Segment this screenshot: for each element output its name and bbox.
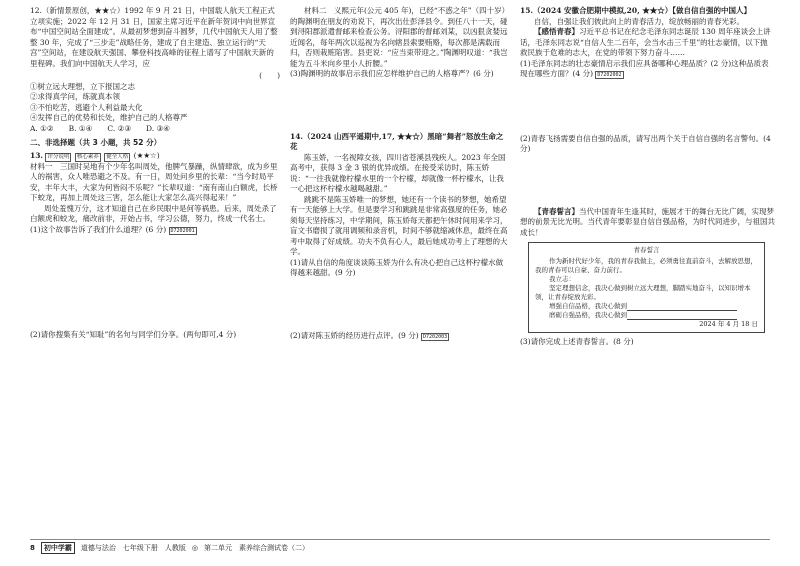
tag-core: 核心素养 xyxy=(76,153,99,160)
pledge-box xyxy=(528,242,765,333)
question-13-header: 13. 评分说明 核心素养 健全人格 (★★☆) xyxy=(30,150,160,160)
pledge-b xyxy=(535,311,758,320)
fill-line-a[interactable] xyxy=(627,303,737,311)
question-14-head: 14.（2024 山西平遥期中,17, ★★☆）黑暗“舞者”怒放生命之花 xyxy=(290,131,504,151)
q15-1-text: (1)毛泽东同志的壮志豪情启示我们应具备哪种心理品质？(2 分)这种品质表现在哪些方面？(4 分) xyxy=(520,58,769,78)
question-14-1: (1)请从自信的角度谈谈陈玉娇为什么有决心把自己这杯柠檬水做得越来越甜。(9 分) xyxy=(290,257,504,277)
pledge-a-text: 增强自信品格，我决心做到 xyxy=(549,302,627,310)
material-1-cont: 周处羞愧万分，这才知道自己在乡民眼中是何等祸患。后来，周处杀了白额虎和蛟龙，痛改前非，开始占书，学习公德，努力，终成一代名士。 xyxy=(30,203,277,223)
answer-space-3[interactable] xyxy=(290,80,510,132)
book-info: 道德与法治 七年级下册 人教版 xyxy=(80,543,186,552)
material-1: 材料一 三国时吴地有个少年名叫周处，他脾气暴躁，纵情肆欲，成为乡里人的祸害，众人唯恐避之不及。有一日，周处问乡里的长辈：“当今时局平安，丰年大丰，大家为何皆闷不乐呢？”长辈叹道：“南有南山白额虎，长桥下蛟龙，再加上周处这三害，怎么能让大家怎么高兴得起来！” xyxy=(30,161,278,202)
question-14-2 xyxy=(290,331,510,342)
pledge-line-2: 我立志： xyxy=(549,275,575,283)
q13-1-text: (1)这个故事告诉了我们什么道理？(6 分) xyxy=(30,224,167,234)
unit-title: 第二单元 素养综合测试卷（二） xyxy=(203,543,309,552)
answer-space-2[interactable] xyxy=(30,290,280,330)
section-heading: 二、非选择题（共 3 小题，共 52 分） xyxy=(30,138,162,147)
series-badge: 初中学霸 xyxy=(41,542,75,555)
question-12-stem: 12.（新情景原创，★★☆）1992 年 9 月 21 日，中国载人航天工程正式立项实施；2022 年 12 月 31 日，国家主席习近平在新年贺词中向世界宣布“中国空间站全面建成”。从最初梦想到奋斗圆梦，几代中国航天人用了整整 30 年，完成了“三步走”战略任务，建成了自主建造、独立运行的“天宫”空间站，在建设航天强国、攀登科技高峰的征程上谱写了中国航天新的里程碑。我们向中国航天人学习，应 xyxy=(30,6,278,68)
answer-code: D7202001 xyxy=(170,227,195,234)
question-15-head: 15.（2024 安徽合肥期中模拟,20, ★★☆）【做自信自强的中国人】 xyxy=(520,6,752,15)
pledge-title: 青春誓言 xyxy=(633,246,660,254)
answer-space[interactable] xyxy=(30,235,280,290)
fill-line-b[interactable] xyxy=(627,312,737,320)
q14-2-text: (2)请对陈玉娇的经历进行点评。(9 分) xyxy=(290,330,419,340)
answer-space-4[interactable] xyxy=(290,279,510,331)
option-1: ①树立远大理想，立下报国之志 xyxy=(30,81,135,91)
question-13-2: (2)请你搜集有关“知耻”的名句与同学们分享。(两句即可,4 分) xyxy=(30,330,237,339)
q15-m1-title: 【感悟青春】 xyxy=(534,27,579,36)
option-3: ③不怕吃苦，逃避个人利益最大化 xyxy=(30,102,143,112)
q14-para-1: 陈玉娇，一名视障女孩，四川省苍溪县残疾人。2023 年全国高考中，获得 3 金 3 银的优异成绩。在接受采访时，陈玉娇说：“一往我就像柠檬水里的一个柠檬，却就像一杯柠檬水，让我一心把这杯柠檬水越喝越甜。” xyxy=(290,152,506,193)
answer-space-6[interactable] xyxy=(520,155,775,207)
q15-material-2 xyxy=(520,207,775,239)
q15-material-1 xyxy=(520,27,775,59)
pledge-line-1: 作为新时代好少年，我的青春我做主，必须勇往直前奋斗，去解放思想，我的青春可以自豪、奋力前行。 xyxy=(535,257,757,274)
q15-intro: 自信，自强让我们彼此向上的青春活力，绽放畅丽的青春光彩。 xyxy=(534,16,744,26)
tag-personality: 健全人格 xyxy=(106,153,129,160)
question-15-3: (3)请你完成上述青春誓言。(8 分) xyxy=(520,337,634,346)
q14-para-2: 跳跳不是陈玉娇唯一的梦想，她还有一个读书的梦想，她希望有一天能够上大学。但是要学习和跳跳是非常高强度的任务，她必须每天坚持练习，中学期间，陈玉娇每天都把午休时间用来学习，盲文书磨损了就用调频和录音机，时间不够就缩减休息，最终在高考中取得了好成绩。功夫不负有心人，最后她成功考上了理想的大学。 xyxy=(290,194,508,256)
middle-column xyxy=(290,6,510,341)
option-2: ②求得真学问，练就真本领 xyxy=(30,92,120,101)
page-number: 8 xyxy=(30,543,35,552)
rating: (★★☆) xyxy=(133,150,160,160)
circle-icon: ◎ xyxy=(191,543,198,552)
answer-code-2: D7202003 xyxy=(423,333,448,340)
q15-m1-text: 习近平总书记在纪念毛泽东同志诞辰 130 周年座谈会上讲话，毛泽东同志说“自信人生二百年，会当水击三千里”的壮志豪情，以下抛救民族于危难的志大，在党的带领下努力奋斗…… xyxy=(520,27,771,57)
question-13-3: (3)陶渊明的故事启示我们应怎样维护自己的人格尊严？(6 分) xyxy=(290,69,494,78)
q15-m2-text: 当代中国青年生逢其时，施展才干的舞台无比广阔，实现梦想的前景无比光明。当代青年要彰显自信自强品格，为时代同进步，与祖国共成长！ xyxy=(520,206,775,237)
answer-code-3: D7202002 xyxy=(597,72,622,78)
page-footer xyxy=(30,539,770,555)
question-15-2: (2)青春飞扬需要自信自强的品质，请写出两个关于自信自强的名言警句。(4 分) xyxy=(520,133,771,153)
right-column xyxy=(520,6,775,348)
answer-paren: ( ) xyxy=(259,71,280,80)
option-4: ④发挥自己的优势和长处，维护自己的人格尊严 xyxy=(30,113,188,122)
left-column xyxy=(30,6,280,341)
material-2: 材料二 义熙元年(公元 405 年)，已经“不惑之年”（四十岁）的陶渊明在朋友的劝说下，再次出仕彭泽县令。到任八十一天，碰到浔阳郡派遣督邮来检查公务。浔阳郡的督邮刘某，以凶狠贪婪远近闻名，每年两次以巡视为名向辖县索要贿赂，每次都是满载而归，否则栽赃陷害。县吏说：“应当束带迎之。”陶渊明叹道：“我岂能为五斗米向乡里小人折腰。” xyxy=(290,6,510,68)
question-13-1 xyxy=(30,225,280,236)
question-15-1 xyxy=(520,59,775,80)
pledge-a xyxy=(535,302,758,311)
answer-space-5[interactable] xyxy=(520,80,775,134)
pledge-line-3: 坚定理想信念，我决心做到树立远大理想，脚踏实地奋斗，以知识增本领，让青春绽放光彩。 xyxy=(535,284,751,301)
choices: A. ①② B. ①④ C. ②③ D. ③④ xyxy=(30,123,171,133)
q15-m2-title: 【青春誓言】 xyxy=(534,206,579,216)
pledge-b-text: 磨砺自强品格，我决心做到 xyxy=(549,311,627,319)
pledge-date: 2024 年 4 月 18 日 xyxy=(699,320,758,328)
tag-scoring: 评分说明 xyxy=(47,153,70,160)
